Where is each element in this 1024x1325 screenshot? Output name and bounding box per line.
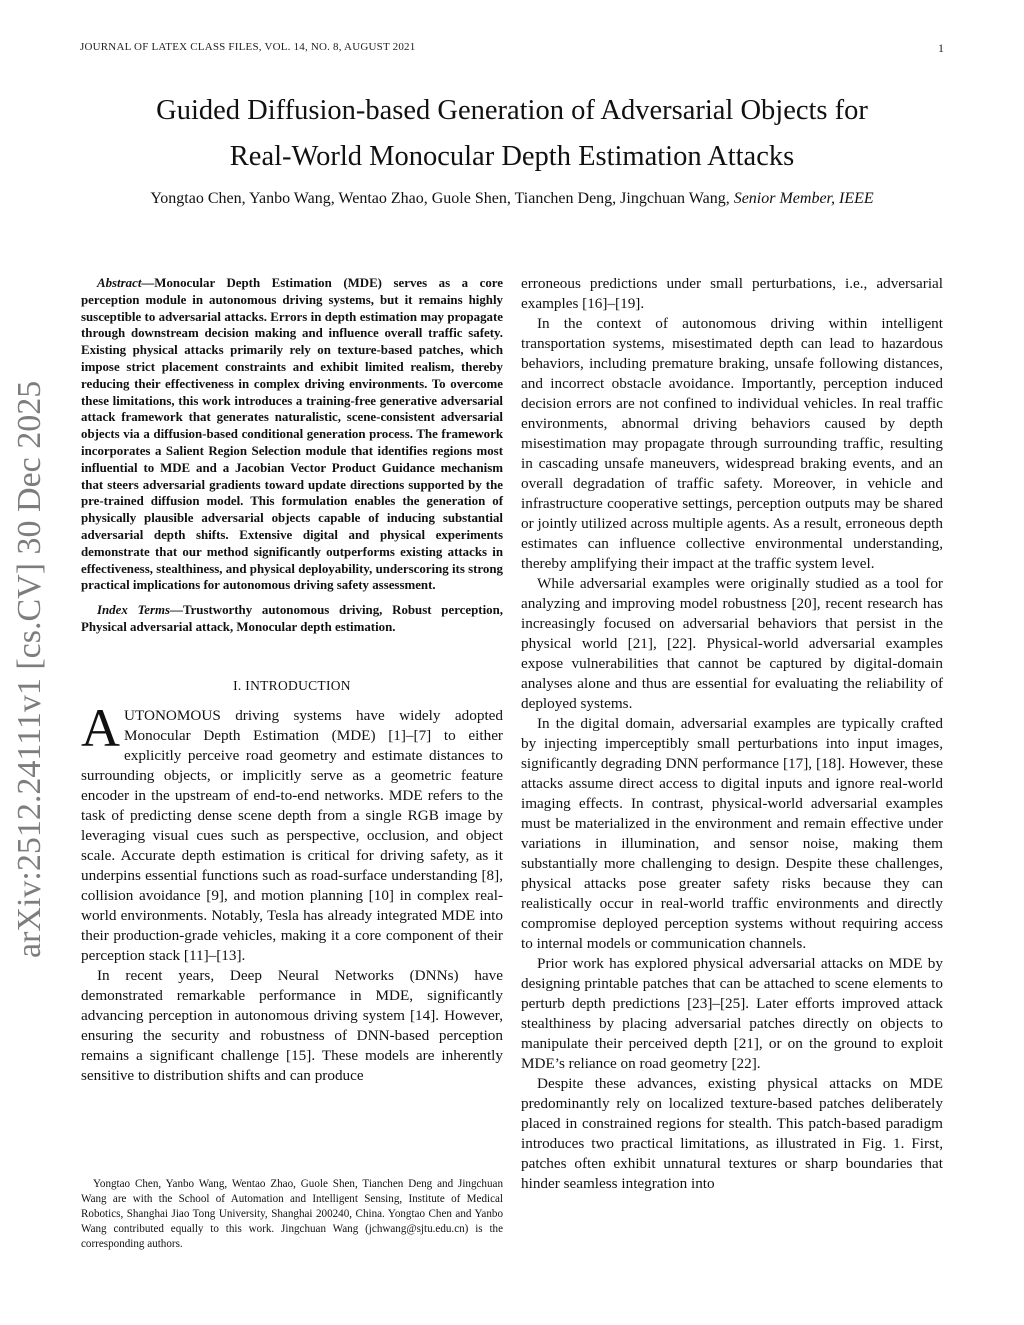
title-line-2: Real-World Monocular Depth Estimation Attacks	[229, 141, 795, 172]
right-column	[521, 274, 943, 1194]
right-paragraph-5: Despite these advances, existing physical attacks on MDE predominantly rely on localized texture-based patches deliberately placed in constrained regions for stealth. This patch-based paradigm introduces two practical limitations, as illustrated in Fig. 1. First, patches often exhibit unnatural textures or sharp boundaries that hinder seamless integration into	[521, 1075, 943, 1192]
drop-cap-letter: A	[81, 697, 120, 758]
author-role: Senior Member, IEEE	[733, 190, 874, 207]
index-terms-label: Index Terms	[97, 603, 171, 618]
running-head: JOURNAL OF LATEX CLASS FILES, VOL. 14, NO. 8, AUGUST 2021	[80, 41, 416, 53]
section-heading-introduction: I. INTRODUCTION	[233, 677, 351, 693]
right-paragraph-3: In the digital domain, adversarial examples are typically crafted by injecting imperceptibly small perturbations into input images, significantly degrading DNN performance [17], [18]. However, these attacks assume direct access to digital inputs and ignore real-world imaging effects. In contrast, physical-world adversarial examples must be materialized in the environment and remain effective under variations in illumination, and sensor noise, making them substantially more challenging to design. Despite these challenges, physical attacks pose greater safety risks because they can realistically occur in real-world traffic environments and directly compromise deployed perception systems without requiring access to internal models or communication channels.	[521, 715, 943, 952]
title-line-1: Guided Diffusion-based Generation of Adversarial Objects for	[156, 95, 868, 126]
page-number: 1	[938, 41, 944, 55]
left-column	[81, 275, 503, 1086]
abstract-text: —Monocular Depth Estimation (MDE) serves as a core perception module in autonomous driving systems, but it remains highly susceptible to adversarial attacks. Errors in depth estimation may propagate through downstream decision making and influence overall traffic safety. Existing physical attacks primarily rely on texture-based patches, which impose strict placement constraints and exhibit limited realism, thereby reducing their effectiveness in complex driving environments. To overcome these limitations, this work introduces a training-free generative adversarial attack framework that generates naturalistic, scene-consistent adversarial objects via a diffusion-based conditional generation process. The framework incorporates a Salient Region Selection module that identifies regions most influential to MDE and a Jacobian Vector Product Guidance mechanism that steers adversarial gradients toward update directions supported by the pre-trained diffusion model. This formulation enables the generation of physically plausible adversarial objects capable of inducing substantial adversarial depth shifts. Extensive digital and physical experiments demonstrate that our method significantly outperforms existing attacks in effectiveness, stealthiness, and physical deployability, underscoring its strong practical implications for autonomous driving safety assessment.	[81, 276, 503, 593]
right-paragraph-4: Prior work has explored physical adversarial attacks on MDE by designing printable patches that can be attached to scene elements to perturb depth predictions [23]–[25]. Later efforts improved attack stealthiness by placing adversarial patches directly on objects to manipulate their perceived depth [21], or on the ground to exploit MDE’s reliance on road geometry [22].	[521, 955, 943, 1072]
abstract	[81, 275, 503, 594]
abstract-label: Abstract	[97, 276, 142, 290]
author-names: Yongtao Chen, Yanbo Wang, Wentao Zhao, Guole Shen, Tianchen Deng, Jingchuan Wang,	[150, 190, 730, 207]
author-affiliation-footnote: Yongtao Chen, Yanbo Wang, Wentao Zhao, Guole Shen, Tianchen Deng and Jingchuan Wang are with the School of Automation and Intelligent Sensing, Institute of Medical Robotics, Shanghai Jiao Tong University, Shanghai 200240, China. Yongtao Chen and Yanbo Wang contributed equally to this work. Jingchuan Wang (jchwang@sjtu.edu.cn) is the corresponding authors.	[81, 1178, 503, 1250]
index-terms-text: —Trustworthy autonomous driving, Robust perception, Physical adversarial attack, Monocular depth estimation.	[81, 603, 504, 634]
intro-paragraph-2: In recent years, Deep Neural Networks (DNNs) have demonstrated remarkable performance in MDE, significantly advancing perception in autonomous driving system [14]. However, ensuring the security and robustness of DNN-based perception remains a significant challenge [15]. These models are inherently sensitive to distribution shifts and can produce	[81, 966, 503, 1084]
right-paragraph-0: erroneous predictions under small perturbations, i.e., adversarial examples [16]–[19].	[521, 275, 943, 312]
index-terms	[81, 602, 503, 636]
intro-paragraph-1-text: UTONOMOUS driving systems have widely adopted Monocular Depth Estimation (MDE) [1]–[7] to either explicitly perceive road geometry and estimate distances to surrounding objects, or implicitly serve as a geometric feature encoder in the upstream of end-to-end networks. MDE refers to the task of predicting dense scene depth from a single RGB image by leveraging visual cues such as perspective, occlusion, and object scale. Accurate depth estimation is critical for driving safety, as it underpins essential functions such as road-surface understanding [8], collision avoidance [9], and motion planning [10] in complex real-world environments. Notably, Tesla has already integrated MDE into their production-grade vehicles, making it a core component of their perception stack [11]–[13].	[81, 706, 503, 964]
right-paragraph-2: While adversarial examples were originally studied as a tool for analyzing and improving model robustness [20], recent research has increasingly focused on adversarial behaviors that persist in the physical world [21], [22]. Physical-world adversarial examples expose vulnerabilities that cannot be captured by digital-domain analyses alone and thus are essential for evaluating the reliability of deployed systems.	[521, 575, 943, 712]
author-list	[40, 190, 984, 208]
arxiv-identifier-stamp: arXiv:2512.24111v1 [cs.CV] 30 Dec 2025	[11, 380, 48, 958]
right-paragraph-1: In the context of autonomous driving within intelligent transportation systems, misestimated depth can lead to hazardous behaviors, including premature braking, unsafe following distances, and incorrect obstacle avoidance. Importantly, perception induced decision errors are not confined to individual vehicles. In real traffic environments, abnormal driving behaviors caused by depth misestimation may propagate through surrounding traffic, resulting in cascading unsafe maneuvers, widespread braking events, and an overall degradation of traffic safety. Moreover, in vehicle and infrastructure cooperative settings, perception outputs may be shared or jointly utilized across multiple agents. As a result, erroneous depth estimates can influence collective environmental understanding, thereby amplifying their impact at the traffic system level.	[521, 315, 943, 572]
intro-paragraph-1	[81, 697, 503, 966]
paper-title	[60, 88, 964, 180]
